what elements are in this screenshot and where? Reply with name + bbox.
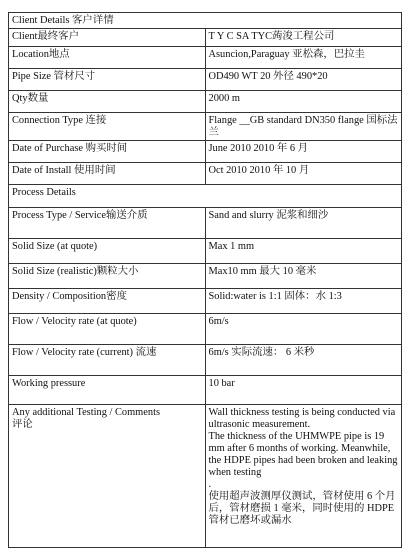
- process-type-row: [9, 208, 402, 239]
- client-details-table: [8, 12, 402, 185]
- date-of-install-row: [9, 163, 402, 185]
- flow-current-value: 6m/s 实际流速： 6 米秒: [205, 345, 402, 376]
- location-row: [9, 47, 402, 69]
- client-label: Client最终客户: [9, 29, 206, 47]
- process-type-value: Sand and slurry 泥浆和细沙: [205, 208, 402, 239]
- additional-testing-value: Wall thickness testing is being conducted via ultrasonic measurement. The thickness of the UHMWPE pipe is 19 mm after 6 months of working. Meanwhile, the HDPE pipes had been broken and leaking when testing . 使用超声波测厚仪测试，管材使用 6 个月后，管材磨损 1 毫米，同时使用的 HDPE 管材已磨坏或漏水: [205, 405, 402, 548]
- location-label: Location地点: [9, 47, 206, 69]
- process-details-header-row: [9, 185, 402, 208]
- qty-label: Qty数量: [9, 91, 206, 113]
- flow-current-label: Flow / Velocity rate (current) 流速: [9, 345, 206, 376]
- solid-size-quote-value: Max 1 mm: [205, 239, 402, 264]
- flow-quote-row: [9, 314, 402, 345]
- solid-size-realistic-row: [9, 264, 402, 289]
- process-type-label: Process Type / Service输送介质: [9, 208, 206, 239]
- working-pressure-value: 10 bar: [205, 376, 402, 405]
- date-of-install-value: Oct 2010 2010 年 10 月: [205, 163, 402, 185]
- location-value: Asuncion,Paraguay 亚松森，巴拉圭: [205, 47, 402, 69]
- client-row: [9, 29, 402, 47]
- pipe-size-label: Pipe Size 管材尺寸: [9, 69, 206, 91]
- flow-quote-value: 6m/s: [205, 314, 402, 345]
- date-of-install-label: Date of Install 使用时间: [9, 163, 206, 185]
- solid-size-quote-label: Solid Size (at quote): [9, 239, 206, 264]
- qty-value: 2000 m: [205, 91, 402, 113]
- working-pressure-row: [9, 376, 402, 405]
- process-details-header: Process Details: [9, 185, 402, 208]
- qty-row: [9, 91, 402, 113]
- client-details-header-row: [9, 13, 402, 29]
- process-details-table: [8, 185, 402, 548]
- client-details-header: Client Details 客户详情: [9, 13, 402, 29]
- density-value: Solid:water is 1:1 固体：水 1:3: [205, 289, 402, 314]
- flow-quote-label: Flow / Velocity rate (at quote): [9, 314, 206, 345]
- pipe-size-value: OD490 WT 20 外径 490*20: [205, 69, 402, 91]
- connection-type-label: Connection Type 连接: [9, 113, 206, 141]
- client-value: T Y C SA TYC蒟浚工程公司: [205, 29, 402, 47]
- connection-type-value: Flange __GB standard DN350 flange 国标法兰: [205, 113, 402, 141]
- solid-size-realistic-label: Solid Size (realistic)颗粒大小: [9, 264, 206, 289]
- pipe-size-row: [9, 69, 402, 91]
- flow-current-row: [9, 345, 402, 376]
- additional-testing-label: Any additional Testing / Comments 评论: [9, 405, 206, 548]
- working-pressure-label: Working pressure: [9, 376, 206, 405]
- connection-type-row: [9, 113, 402, 141]
- date-of-purchase-label: Date of Purchase 购买时间: [9, 141, 206, 163]
- date-of-purchase-row: [9, 141, 402, 163]
- density-label: Density / Composition密度: [9, 289, 206, 314]
- date-of-purchase-value: June 2010 2010 年 6 月: [205, 141, 402, 163]
- solid-size-realistic-value: Max10 mm 最大 10 毫米: [205, 264, 402, 289]
- additional-testing-row: [9, 405, 402, 548]
- density-row: [9, 289, 402, 314]
- solid-size-quote-row: [9, 239, 402, 264]
- document: [8, 12, 402, 548]
